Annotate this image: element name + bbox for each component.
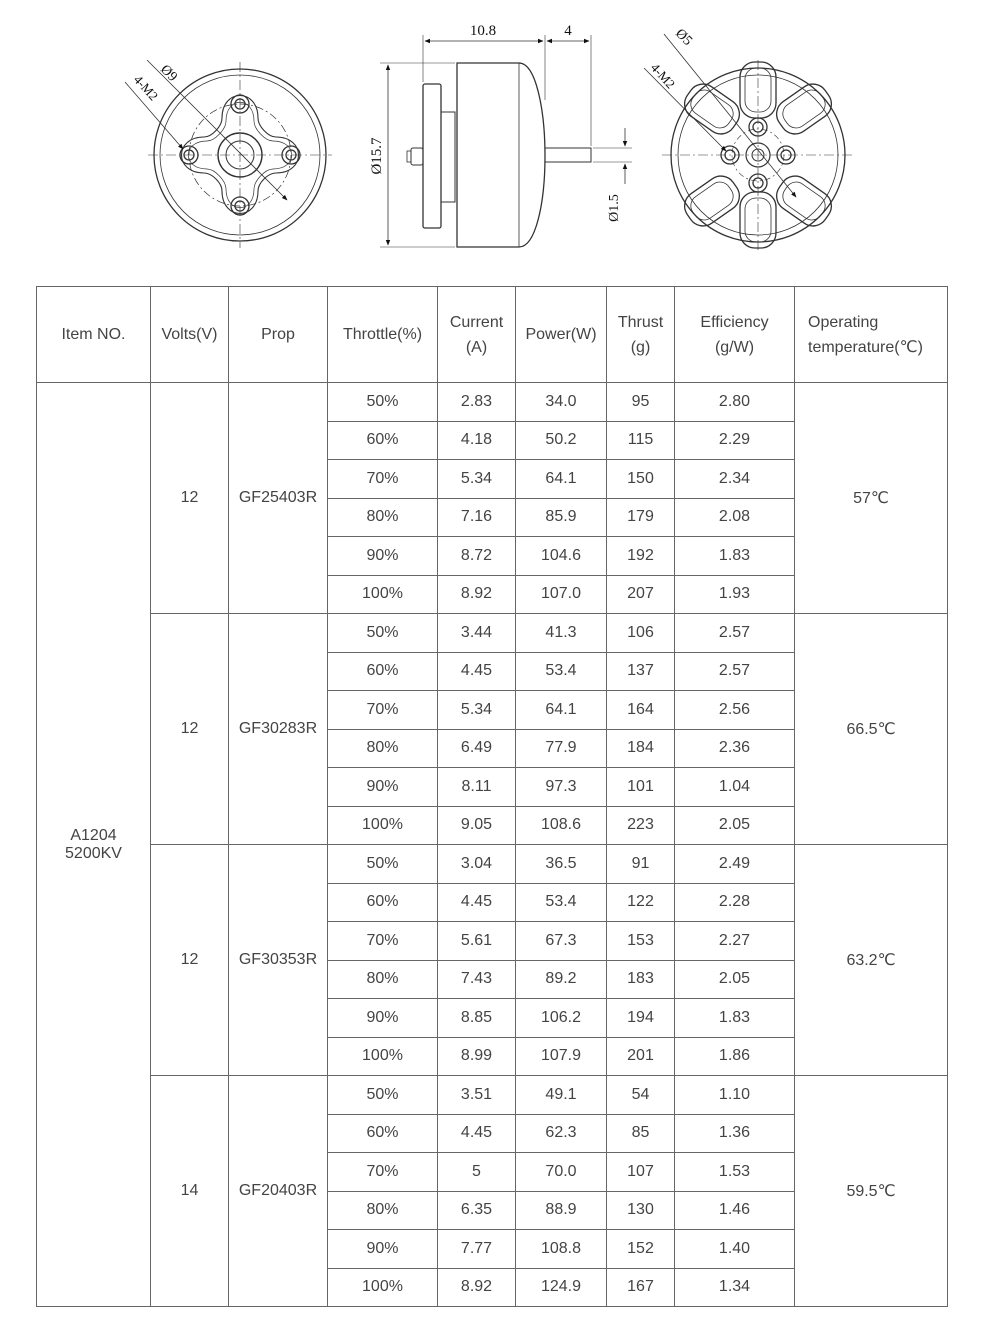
current-cell: 4.45 bbox=[438, 1114, 516, 1153]
power-cell: 77.9 bbox=[516, 729, 607, 768]
efficiency-cell: 1.83 bbox=[675, 999, 795, 1038]
efficiency-cell: 2.49 bbox=[675, 845, 795, 884]
power-cell: 106.2 bbox=[516, 999, 607, 1038]
current-cell: 5.61 bbox=[438, 922, 516, 961]
thrust-cell: 184 bbox=[607, 729, 675, 768]
current-cell: 7.77 bbox=[438, 1230, 516, 1269]
throttle-cell: 80% bbox=[328, 960, 438, 999]
throttle-cell: 60% bbox=[328, 421, 438, 460]
header-volts: Volts(V) bbox=[151, 287, 229, 383]
power-cell: 107.0 bbox=[516, 575, 607, 614]
current-cell: 8.92 bbox=[438, 1268, 516, 1307]
thrust-cell: 201 bbox=[607, 1037, 675, 1076]
throttle-cell: 100% bbox=[328, 1037, 438, 1076]
power-cell: 67.3 bbox=[516, 922, 607, 961]
current-cell: 5.34 bbox=[438, 460, 516, 499]
efficiency-cell: 2.05 bbox=[675, 960, 795, 999]
efficiency-cell: 1.53 bbox=[675, 1153, 795, 1192]
front-thread-label: 4-M2 bbox=[130, 71, 162, 104]
thrust-cell: 207 bbox=[607, 575, 675, 614]
throttle-cell: 80% bbox=[328, 1191, 438, 1230]
thrust-cell: 223 bbox=[607, 806, 675, 845]
thrust-cell: 115 bbox=[607, 421, 675, 460]
current-cell: 5 bbox=[438, 1153, 516, 1192]
thrust-cell: 122 bbox=[607, 883, 675, 922]
volts-cell: 12 bbox=[151, 845, 229, 1076]
header-item: Item NO. bbox=[37, 287, 151, 383]
throttle-cell: 90% bbox=[328, 537, 438, 576]
efficiency-cell: 1.83 bbox=[675, 537, 795, 576]
efficiency-cell: 2.56 bbox=[675, 691, 795, 730]
power-cell: 50.2 bbox=[516, 421, 607, 460]
prop-cell: GF20403R bbox=[229, 1076, 328, 1307]
throttle-cell: 50% bbox=[328, 383, 438, 422]
power-cell: 108.8 bbox=[516, 1230, 607, 1269]
throttle-cell: 80% bbox=[328, 729, 438, 768]
table-row bbox=[37, 383, 948, 422]
item-kv: 5200KV bbox=[65, 844, 122, 862]
performance-table bbox=[36, 286, 948, 1307]
rear-thread-label: 4-M2 bbox=[647, 59, 679, 92]
efficiency-cell: 2.28 bbox=[675, 883, 795, 922]
power-cell: 53.4 bbox=[516, 652, 607, 691]
rear-hole-dia-label: Ø5 bbox=[672, 26, 695, 49]
table-header-row bbox=[37, 287, 948, 383]
current-cell: 8.11 bbox=[438, 768, 516, 807]
efficiency-cell: 2.57 bbox=[675, 652, 795, 691]
volts-cell: 14 bbox=[151, 1076, 229, 1307]
side-length-label: 10.8 bbox=[469, 23, 497, 39]
power-cell: 104.6 bbox=[516, 537, 607, 576]
header-current: Current (A) bbox=[438, 287, 516, 383]
power-cell: 34.0 bbox=[516, 383, 607, 422]
power-cell: 41.3 bbox=[516, 614, 607, 653]
efficiency-cell: 1.40 bbox=[675, 1230, 795, 1269]
power-cell: 85.9 bbox=[516, 498, 607, 537]
throttle-cell: 100% bbox=[328, 575, 438, 614]
table-row bbox=[37, 614, 948, 653]
efficiency-cell: 2.08 bbox=[675, 498, 795, 537]
current-cell: 6.49 bbox=[438, 729, 516, 768]
item-model: A1204 bbox=[70, 826, 117, 844]
power-cell: 64.1 bbox=[516, 460, 607, 499]
efficiency-cell: 1.46 bbox=[675, 1191, 795, 1230]
current-cell: 8.99 bbox=[438, 1037, 516, 1076]
side-body-dia-label: Ø15.7 bbox=[369, 137, 385, 175]
current-cell: 3.04 bbox=[438, 845, 516, 884]
side-view bbox=[380, 35, 632, 247]
efficiency-cell: 1.86 bbox=[675, 1037, 795, 1076]
efficiency-cell: 2.36 bbox=[675, 729, 795, 768]
prop-cell: GF30283R bbox=[229, 614, 328, 845]
header-power: Power(W) bbox=[516, 287, 607, 383]
table-body bbox=[37, 383, 948, 1307]
efficiency-cell: 2.05 bbox=[675, 806, 795, 845]
header-thrust: Thrust (g) bbox=[607, 287, 675, 383]
throttle-cell: 70% bbox=[328, 691, 438, 730]
power-cell: 107.9 bbox=[516, 1037, 607, 1076]
throttle-cell: 50% bbox=[328, 1076, 438, 1115]
operating-temperature-cell: 66.5℃ bbox=[795, 614, 948, 845]
current-cell: 2.83 bbox=[438, 383, 516, 422]
current-cell: 8.85 bbox=[438, 999, 516, 1038]
power-cell: 70.0 bbox=[516, 1153, 607, 1192]
throttle-cell: 90% bbox=[328, 1230, 438, 1269]
thrust-cell: 194 bbox=[607, 999, 675, 1038]
power-cell: 53.4 bbox=[516, 883, 607, 922]
rear-view bbox=[644, 34, 854, 250]
power-cell: 108.6 bbox=[516, 806, 607, 845]
efficiency-cell: 2.27 bbox=[675, 922, 795, 961]
thrust-cell: 179 bbox=[607, 498, 675, 537]
efficiency-cell: 2.57 bbox=[675, 614, 795, 653]
efficiency-cell: 2.29 bbox=[675, 421, 795, 460]
header-operating-temperature: Operating temperature(℃) bbox=[795, 287, 948, 383]
power-cell: 49.1 bbox=[516, 1076, 607, 1115]
current-cell: 8.72 bbox=[438, 537, 516, 576]
header-prop: Prop bbox=[229, 287, 328, 383]
operating-temperature-cell: 59.5℃ bbox=[795, 1076, 948, 1307]
side-shaft-dia-label: Ø1.5 bbox=[607, 194, 622, 222]
power-cell: 62.3 bbox=[516, 1114, 607, 1153]
throttle-cell: 90% bbox=[328, 999, 438, 1038]
thrust-cell: 137 bbox=[607, 652, 675, 691]
throttle-cell: 60% bbox=[328, 883, 438, 922]
current-cell: 8.92 bbox=[438, 575, 516, 614]
current-cell: 4.18 bbox=[438, 421, 516, 460]
thrust-cell: 95 bbox=[607, 383, 675, 422]
current-cell: 4.45 bbox=[438, 883, 516, 922]
table-row bbox=[37, 845, 948, 884]
prop-cell: GF25403R bbox=[229, 383, 328, 614]
current-cell: 7.43 bbox=[438, 960, 516, 999]
thrust-cell: 152 bbox=[607, 1230, 675, 1269]
throttle-cell: 50% bbox=[328, 614, 438, 653]
efficiency-cell: 1.04 bbox=[675, 768, 795, 807]
efficiency-cell: 1.10 bbox=[675, 1076, 795, 1115]
throttle-cell: 60% bbox=[328, 652, 438, 691]
thrust-cell: 153 bbox=[607, 922, 675, 961]
throttle-cell: 50% bbox=[328, 845, 438, 884]
thrust-cell: 54 bbox=[607, 1076, 675, 1115]
thrust-cell: 85 bbox=[607, 1114, 675, 1153]
thrust-cell: 130 bbox=[607, 1191, 675, 1230]
current-cell: 5.34 bbox=[438, 691, 516, 730]
power-cell: 36.5 bbox=[516, 845, 607, 884]
volts-cell: 12 bbox=[151, 383, 229, 614]
current-cell: 9.05 bbox=[438, 806, 516, 845]
thrust-cell: 107 bbox=[607, 1153, 675, 1192]
current-cell: 4.45 bbox=[438, 652, 516, 691]
throttle-cell: 70% bbox=[328, 1153, 438, 1192]
power-cell: 89.2 bbox=[516, 960, 607, 999]
motor-dimension-drawings bbox=[0, 0, 982, 285]
table-row bbox=[37, 1076, 948, 1115]
prop-cell: GF30353R bbox=[229, 845, 328, 1076]
current-cell: 7.16 bbox=[438, 498, 516, 537]
efficiency-cell: 1.36 bbox=[675, 1114, 795, 1153]
item-number-cell bbox=[37, 383, 151, 1307]
power-cell: 97.3 bbox=[516, 768, 607, 807]
efficiency-cell: 2.34 bbox=[675, 460, 795, 499]
power-cell: 64.1 bbox=[516, 691, 607, 730]
current-cell: 6.35 bbox=[438, 1191, 516, 1230]
thrust-cell: 91 bbox=[607, 845, 675, 884]
power-cell: 124.9 bbox=[516, 1268, 607, 1307]
throttle-cell: 100% bbox=[328, 1268, 438, 1307]
current-cell: 3.44 bbox=[438, 614, 516, 653]
operating-temperature-cell: 63.2℃ bbox=[795, 845, 948, 1076]
thrust-cell: 192 bbox=[607, 537, 675, 576]
throttle-cell: 80% bbox=[328, 498, 438, 537]
throttle-cell: 100% bbox=[328, 806, 438, 845]
header-throttle: Throttle(%) bbox=[328, 287, 438, 383]
header-efficiency: Efficiency (g/W) bbox=[675, 287, 795, 383]
operating-temperature-cell: 57℃ bbox=[795, 383, 948, 614]
thrust-cell: 164 bbox=[607, 691, 675, 730]
volts-cell: 12 bbox=[151, 614, 229, 845]
throttle-cell: 70% bbox=[328, 460, 438, 499]
efficiency-cell: 1.93 bbox=[675, 575, 795, 614]
side-shaft-length-label: 4 bbox=[564, 23, 572, 39]
current-cell: 3.51 bbox=[438, 1076, 516, 1115]
throttle-cell: 70% bbox=[328, 922, 438, 961]
efficiency-cell: 1.34 bbox=[675, 1268, 795, 1307]
throttle-cell: 60% bbox=[328, 1114, 438, 1153]
thrust-cell: 106 bbox=[607, 614, 675, 653]
power-cell: 88.9 bbox=[516, 1191, 607, 1230]
thrust-cell: 150 bbox=[607, 460, 675, 499]
throttle-cell: 90% bbox=[328, 768, 438, 807]
thrust-cell: 101 bbox=[607, 768, 675, 807]
efficiency-cell: 2.80 bbox=[675, 383, 795, 422]
front-hole-dia-label: Ø9 bbox=[157, 62, 180, 85]
thrust-cell: 167 bbox=[607, 1268, 675, 1307]
thrust-cell: 183 bbox=[607, 960, 675, 999]
